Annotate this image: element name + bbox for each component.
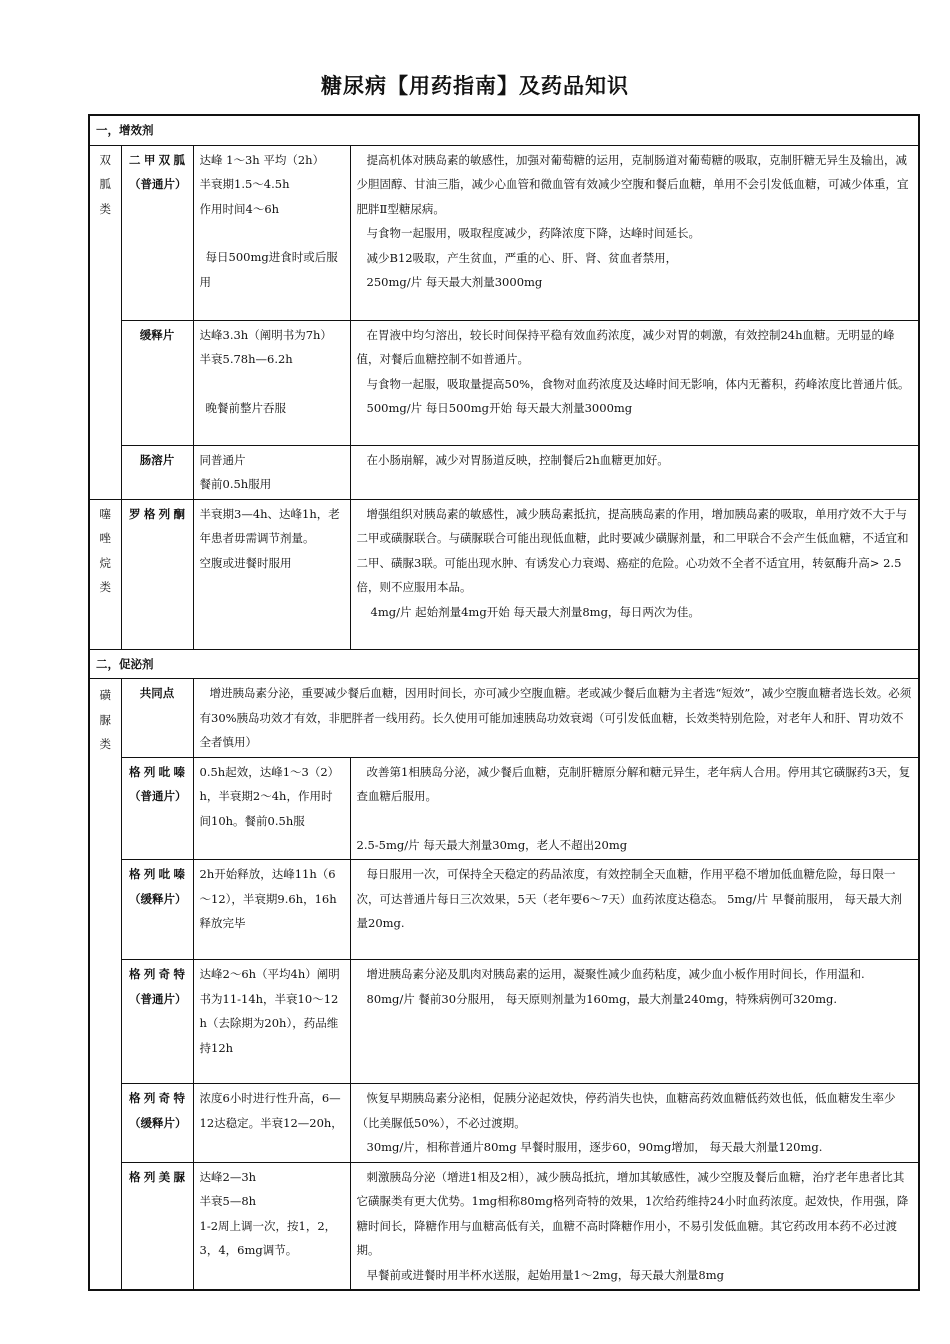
drug-name: 缓释片 — [121, 320, 193, 445]
table-row — [89, 320, 919, 445]
description-cell: 增进胰岛素分泌，重要减少餐后血糖，因用时间长，亦可减少空腹血糖。老或减少餐后血糖为主者选“短效”，减少空腹血糖者选长效。必须有30%胰岛功效才有效，非肥胖者一线用药。长久使用可能加速胰岛功效衰竭（可引发低血糖，长效类特别危险，对老年人和肝、胃功效不全者慎用） — [193, 679, 919, 758]
description-cell: 刺激胰岛分泌（增进1相及2相），减少胰岛抵抗，增加其敏感性，减少空腹及餐后血糖，治疗老年患者比其它磺脲类有更大优势。1mg相称80mg格列奇特的效果，1次给药维持24小时血药浓度。起效快，作用强，降糖时间长，降糖作用与血糖高低有关，血糖不高时降糖作用小，不易引发低血糖。其它药改用本药不必过渡期。 早餐前或进餐时用半杯水送服，起始用量1～2mg，每天最大剂量8mg — [350, 1162, 919, 1290]
drug-name: 格列美脲 — [121, 1162, 193, 1290]
description-cell: 在胃液中均匀溶出，较长时间保持平稳有效血药浓度，减少对胃的刺激，有效控制24h血糖。无明显的峰值，对餐后血糖控制不如普通片。 与食物一起服，吸取量提高50%，食物对血药浓度及达峰时间无影响，体内无蓄积，药峰浓度比普通片低。 500mg/片 每日500mg开始 每天最大剂量3000mg — [350, 320, 919, 445]
drug-name: 格列奇特（普通片） — [121, 960, 193, 1084]
pharmacokinetics-cell: 浓度6小时进行性升高，6—12达稳定。半衰12—20h， — [193, 1084, 350, 1163]
pharmacokinetics-cell: 达峰2—3h 半衰5—8h 1-2周上调一次，按1，2，3，4，6mg调节。 — [193, 1162, 350, 1290]
section-heading: 一，增效剂 — [89, 115, 919, 145]
pharmacokinetics-cell: 达峰2～6h（平均4h）阐明书为11-14h，半衰10～12h（去除期为20h），药品维持12h — [193, 960, 350, 1084]
description-cell: 提高机体对胰岛素的敏感性，加强对葡萄糖的运用，克制肠道对葡萄糖的吸取，克制肝糖无异生及输出，减少胆固醇、甘油三脂，减少心血管和微血管有效减少空腹和餐后血糖，单用不会引发低血糖，可减少体重，宜肥胖Ⅱ型糖尿病。 与食物一起服用，吸取程度减少，药降浓度下降，达峰时间延长。 减少B12吸取，产生贫血，严重的心、肝、肾、贫血者禁用， 250mg/片 每天最大剂量3000mg — [350, 145, 919, 320]
description-cell: 增进胰岛素分泌及肌肉对胰岛素的运用，凝聚性减少血药粘度，减少血小板作用时间长，作用温和. 80mg/片 餐前30分服用， 每天原则剂量为160mg，最大剂量240mg，特殊病例可320mg. — [350, 960, 919, 1084]
pharmacokinetics-cell: 半衰期3—4h、达峰1h，老年患者毋需调节剂量。 空腹或进餐时服用 — [193, 499, 350, 649]
table-row — [89, 1084, 919, 1163]
description-cell: 每日服用一次，可保持全天稳定的药品浓度，有效控制全天血糖，作用平稳不增加低血糖危险，每日限一次，可达普通片每日三次效果，5天（老年要6～7天）血药浓度达稳态。 5mg/片 早餐前服用， 每天最大剂量20mg. — [350, 860, 919, 960]
table-row — [89, 145, 919, 320]
table-row — [89, 445, 919, 499]
drug-name: 格列吡嗪（缓释片） — [121, 860, 193, 960]
class-label-biguanide: 双胍类 — [89, 145, 121, 499]
table-row — [89, 757, 919, 860]
section-header-1 — [89, 115, 919, 145]
class-label-tzd: 噻唑烷类 — [89, 499, 121, 649]
table-row — [89, 499, 919, 649]
description-cell: 增强组织对胰岛素的敏感性，减少胰岛素抵抗，提高胰岛素的作用，增加胰岛素的吸取，单用疗效不大于与二甲或磺脲联合。与磺脲联合可能出现低血糖，此时要减少磺脲剂量，和二甲联合不会产生低血糖，不适宜和二甲、磺脲3联。可能出现水肿、有诱发心力衰竭、癌症的危险。心功效不全者不适宜用，转氨酶升高> 2.5倍，则不应服用本品。 4mg/片 起始剂量4mg开始 每天最大剂量8mg，每日两次为佳。 — [350, 499, 919, 649]
drug-name: 格列吡嗪（普通片） — [121, 757, 193, 860]
page-title: 糖尿病【用药指南】及药品知识 — [321, 74, 629, 98]
pharmacokinetics-cell: 2h开始释放，达峰11h（6～12），半衰期9.6h，16h释放完毕 — [193, 860, 350, 960]
drug-table — [88, 114, 920, 1291]
pharmacokinetics-cell: 达峰3.3h（阐明书为7h） 半衰5.78h—6.2h 晚餐前整片吞服 — [193, 320, 350, 445]
description-cell: 改善第1相胰岛分泌，减少餐后血糖，克制肝糖原分解和糖元异生，老年病人合用。停用其它磺脲药3天，复查血糖后服用。 2.5-5mg/片 每天最大剂量30mg，老人不超出20mg — [350, 757, 919, 860]
pharmacokinetics-cell: 达峰 1～3h 平均（2h） 半衰期1.5～4.5h 作用时间4～6h 每日500mg进食时或后服用 — [193, 145, 350, 320]
section-header-2 — [89, 649, 919, 679]
table-row — [89, 860, 919, 960]
description-cell: 在小肠崩解，减少对胃肠道反映，控制餐后2h血糖更加好。 — [350, 445, 919, 499]
table-row — [89, 1162, 919, 1290]
class-label-su: 磺脲类 — [89, 679, 121, 1291]
drug-name: 二甲双胍（普通片） — [121, 145, 193, 320]
pharmacokinetics-cell: 0.5h起效，达峰1～3（2）h，半衰期2～4h，作用时间10h。餐前0.5h服 — [193, 757, 350, 860]
description-cell: 恢复早期胰岛素分泌相，促胰分泌起效快，停药消失也快，血糖高药效血糖低药效也低，低血糖发生率少（比美脲低50%），不必过渡期。 30mg/片，相称普通片80mg 早餐时服用，逐步60，90mg增加， 每天最大剂量120mg. — [350, 1084, 919, 1163]
drug-name: 格列奇特（缓释片） — [121, 1084, 193, 1163]
drug-name: 肠溶片 — [121, 445, 193, 499]
table-row — [89, 960, 919, 1084]
drug-name: 共同点 — [121, 679, 193, 758]
table-row — [89, 679, 919, 758]
drug-name: 罗格列酮 — [121, 499, 193, 649]
section-heading: 二，促泌剂 — [89, 649, 919, 679]
pharmacokinetics-cell: 同普通片 餐前0.5h服用 — [193, 445, 350, 499]
